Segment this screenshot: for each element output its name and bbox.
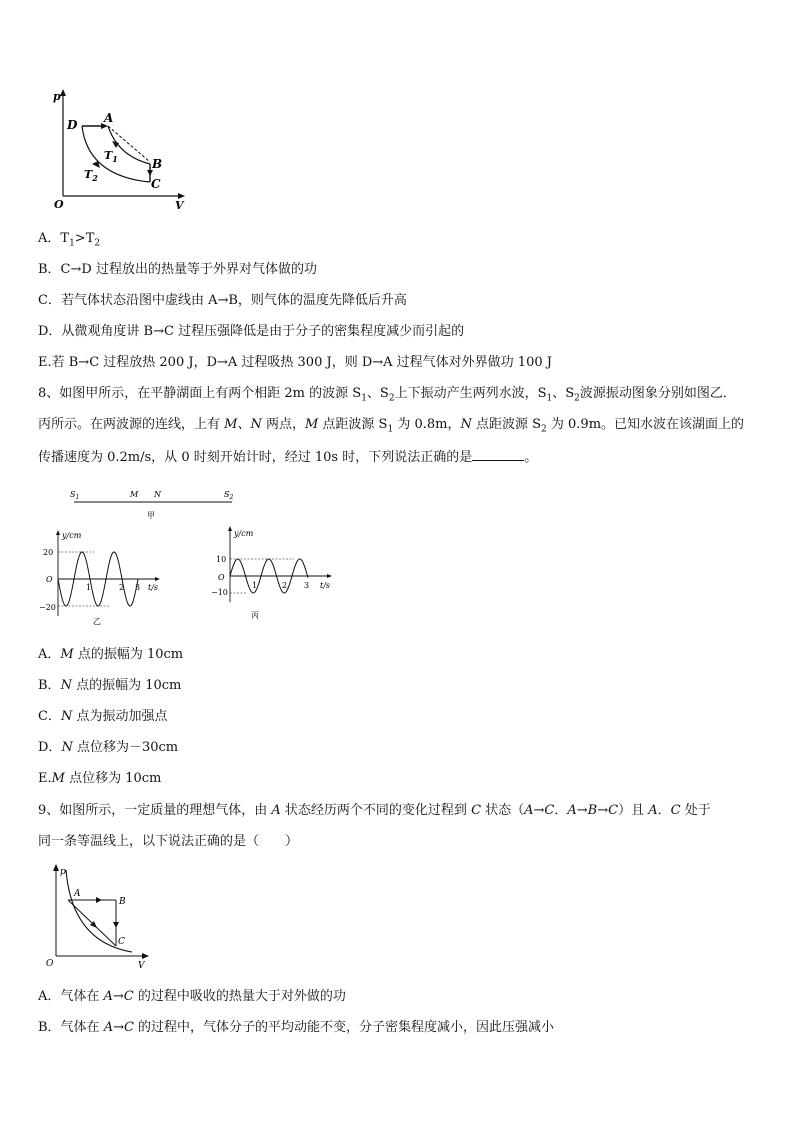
- bing-caption: 丙: [251, 611, 259, 620]
- point-a-label: A: [104, 111, 114, 125]
- q7-option-e: E.若 B→C 过程放热 200 J，D→A 过程吸热 300 J，则 D→A 过程气体对外界做功 100 J: [38, 355, 552, 370]
- bing-ytick-top: 10: [216, 555, 227, 564]
- fig2-c: C: [118, 937, 125, 947]
- origin-label: O: [54, 198, 64, 211]
- fig2-axis-v: V: [138, 961, 145, 971]
- q8-option-a: A．M 点的振幅为 10cm: [38, 647, 184, 662]
- q8-stem-line-3: 传播速度为 0.2m/s，从 0 时刻开始计时，经过 10s 时，下列说法正确的是 。: [38, 450, 538, 465]
- t1-label: $T_1$: [104, 149, 118, 164]
- yi-xtick-1: 1: [86, 583, 92, 592]
- jia-m: M: [130, 490, 139, 499]
- fig2-axis-p: p: [60, 867, 66, 877]
- pv-diagram-2: [42, 862, 162, 972]
- bing-xtick-3: 3: [304, 581, 310, 590]
- bing-xtick-1: 1: [252, 581, 258, 590]
- yi-caption: 乙: [93, 617, 101, 626]
- q8-option-c: C．N 点为振动加强点: [38, 709, 168, 724]
- q9-stem-line-2: 同一条等温线上，以下说法正确的是（ ）: [38, 834, 299, 849]
- point-b-label: B: [152, 157, 163, 171]
- figure-yi: [38, 528, 168, 626]
- t2-label: $T_2$: [84, 168, 98, 183]
- q8-option-d: D．N 点位移为－30cm: [38, 740, 179, 755]
- q9-option-a: A．气体在 A→C 的过程中吸收的热量大于对外做的功: [38, 989, 346, 1004]
- yi-ytick-top: 20: [43, 548, 54, 557]
- bing-ytick-bottom: −10: [211, 588, 228, 597]
- fig2-b: B: [119, 897, 126, 907]
- q9-stem-line-1: 9、如图所示，一定质量的理想气体，由 A 状态经历两个不同的变化过程到 C 状态（A→C．A→B→C）且 A．C 处于: [38, 803, 711, 818]
- q7-option-a: A．$T_1>T_2$: [38, 231, 101, 249]
- answer-blank: [472, 448, 524, 461]
- axis-v-label: V: [175, 199, 184, 212]
- q7-option-b: B．C→D 过程放出的热量等于外界对气体做的功: [38, 262, 317, 277]
- bing-origin: O: [218, 573, 225, 582]
- bing-xtick-2: 2: [282, 581, 288, 590]
- yi-ytick-bottom: −20: [39, 603, 56, 612]
- yi-origin: O: [46, 575, 53, 584]
- figure-jia: [64, 486, 244, 526]
- q9-option-b: B．气体在 A→C 的过程中，气体分子的平均动能不变，分子密集程度减小，因此压强减小: [38, 1020, 555, 1035]
- fig2-origin: O: [46, 959, 54, 969]
- bing-xlabel: t/s: [320, 581, 331, 590]
- pv-diagram-1: [44, 86, 194, 214]
- yi-xlabel: t/s: [148, 583, 159, 592]
- axis-p-label: p: [53, 90, 61, 103]
- jia-caption: 甲: [147, 511, 155, 520]
- q7-option-d: D．从微观角度讲 B→C 过程压强降低是由于分子的密集程度减少而引起的: [38, 324, 465, 339]
- jia-s2: $S_2$: [224, 490, 234, 501]
- q8-option-b: B．N 点的振幅为 10cm: [38, 678, 182, 693]
- figure-bing: [210, 524, 340, 624]
- yi-ylabel: y/cm: [62, 531, 82, 540]
- q7-option-c: C．若气体状态沿图中虚线由 A→B，则气体的温度先降低后升高: [38, 293, 407, 308]
- q8-stem-line-1: 8、如图甲所示，在平静湖面上有两个相距 2m 的波源 $S_1$、$S_2$上下振动产生两列水波，$S_1$、$S_2$波源振动图象分别如图乙．: [38, 386, 736, 404]
- jia-s1: $S_1$: [70, 490, 80, 501]
- jia-n: N: [154, 490, 161, 499]
- q8-option-e: E.M 点位移为 10cm: [38, 771, 162, 786]
- point-c-label: C: [151, 177, 161, 191]
- yi-xtick-2: 2: [119, 583, 125, 592]
- yi-xtick-3: 3: [135, 583, 141, 592]
- bing-ylabel: y/cm: [234, 529, 254, 538]
- fig2-a: A: [74, 889, 81, 899]
- point-d-label: D: [67, 118, 78, 132]
- q8-stem-line-2: 丙所示。在两波源的连线，上有 M、N 两点，M 点距波源 $S_1$ 为 0.8m，N 点距波源 $S_2$ 为 0.9m。已知水波在该湖面上的: [38, 417, 745, 435]
